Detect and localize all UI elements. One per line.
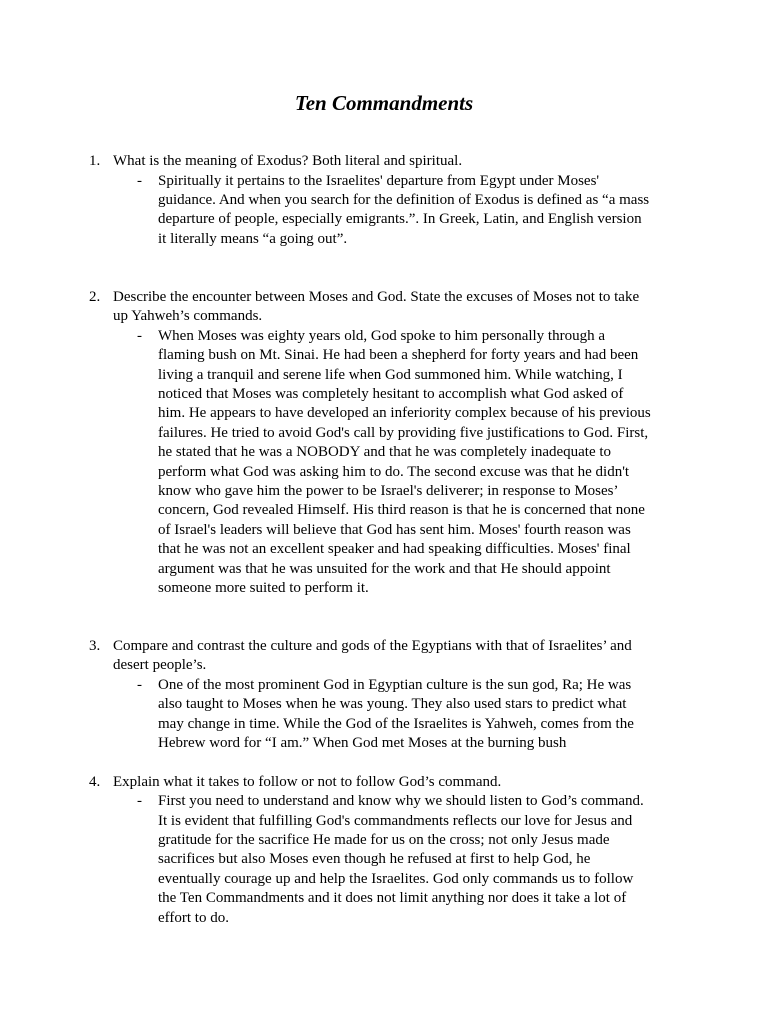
question-line: desert people’s. (113, 657, 207, 674)
answer-text: When Moses was eighty years old, God spoke to him personally through a (158, 327, 606, 344)
item-number: 1. (89, 153, 101, 170)
question-line (0, 152, 768, 171)
answer-text: First you need to understand and know why we should listen to God’s command. (158, 793, 644, 810)
question-line (0, 637, 768, 656)
bullet-dash: - (137, 172, 142, 189)
question-text: Describe the encounter between Moses and God. State the excuses of Moses not to take (113, 289, 640, 306)
answer-line: also taught to Moses when he was young. They also used stars to predict what (158, 696, 627, 713)
answer-line: noticed that Moses was completely hesitant to accomplish what God asked of (158, 386, 624, 402)
question-list (0, 152, 768, 928)
question-line (0, 288, 768, 307)
question-item-4 (0, 773, 768, 928)
answer-line: of Israel's leaders will believe that God has sent him. Moses' fourth reason was (158, 521, 631, 538)
answer-line: he stated that he was a NOBODY and that he was completely inadequate to (158, 444, 612, 461)
answer-line: it literally means “a going out”. (158, 230, 348, 247)
document-title: Ten Commandments (294, 91, 474, 115)
answer-line: know who gave him the power to be Israel's deliverer; in response to Moses’ (158, 482, 619, 499)
answer-line: living a tranquil and serene life when God summoned him. While watching, I (158, 366, 623, 383)
answer-line: him. He appears to have developed an inferiority complex because of his previous (158, 405, 651, 422)
answer-line: eventually courage up and help the Israelites. God only commands us to follow (158, 870, 634, 887)
answer-line: concern, God revealed Himself. His third reason is that he is concerned that none (158, 502, 645, 519)
answer-line: Hebrew word for “I am.” When God met Moses at the burning bush (158, 735, 567, 752)
answer-line (0, 172, 768, 191)
answer-line: effort to do. (158, 909, 229, 926)
answer-line: flaming bush on Mt. Sinai. He had been a shepherd for forty years and had been (158, 347, 639, 364)
question-item-1 (0, 152, 768, 249)
answer-line (0, 676, 768, 695)
question-line: up Yahweh’s commands. (113, 308, 263, 325)
question-item-3 (0, 637, 768, 753)
answer-line: the Ten Commandments and it does not limit anything nor does it take a lot of (158, 890, 627, 907)
answer-line: may change in time. While the God of the Israelites is Yahweh, comes from the (158, 715, 634, 732)
item-number: 4. (89, 773, 101, 790)
answer-line: sacrifices but also Moses even though he refused at first to help God, he (158, 851, 591, 868)
bullet-dash: - (137, 793, 142, 810)
answer-line: argument was that he was unsuited for the work and that He should appoint (158, 560, 611, 577)
question-text: What is the meaning of Exodus? Both literal and spiritual. (113, 153, 463, 170)
bullet-dash: - (137, 327, 142, 344)
question-item-2 (0, 288, 768, 598)
answer-line: failures. He tried to avoid God's call by providing five justifications to God. First, (158, 424, 649, 441)
question-text: Explain what it takes to follow or not to follow God’s command. (113, 773, 502, 790)
answer-line (0, 327, 768, 346)
answer-text: One of the most prominent God in Egyptian culture is the sun god, Ra; He was (158, 676, 632, 693)
question-line (0, 773, 768, 792)
answer-line (0, 792, 768, 811)
answer-line: gratitude for the sacrifice He made for us on the cross; not only Jesus made (158, 832, 610, 848)
bullet-dash: - (137, 676, 142, 693)
answer-line: departure of people, especially emigrants.”. In Greek, Latin, and English version (158, 211, 642, 228)
answer-line: guidance. And when you search for the definition of Exodus is defined as “a mass (158, 192, 650, 209)
answer-line: perform what God was asking him to do. The second excuse was that he didn't (158, 463, 630, 480)
answer-line: It is evident that fulfilling God's commandments reflects our love for Jesus and (158, 812, 633, 829)
question-text: Compare and contrast the culture and gods of the Egyptians with that of Israelites’ and (113, 638, 632, 655)
item-number: 3. (89, 638, 101, 655)
answer-text: Spiritually it pertains to the Israelites' departure from Egypt under Moses' (158, 172, 600, 189)
answer-line: that he was not an excellent speaker and had speaking difficulties. Moses' final (158, 541, 631, 558)
item-number: 2. (89, 289, 101, 306)
answer-line: someone more suited to perform it. (158, 579, 369, 596)
